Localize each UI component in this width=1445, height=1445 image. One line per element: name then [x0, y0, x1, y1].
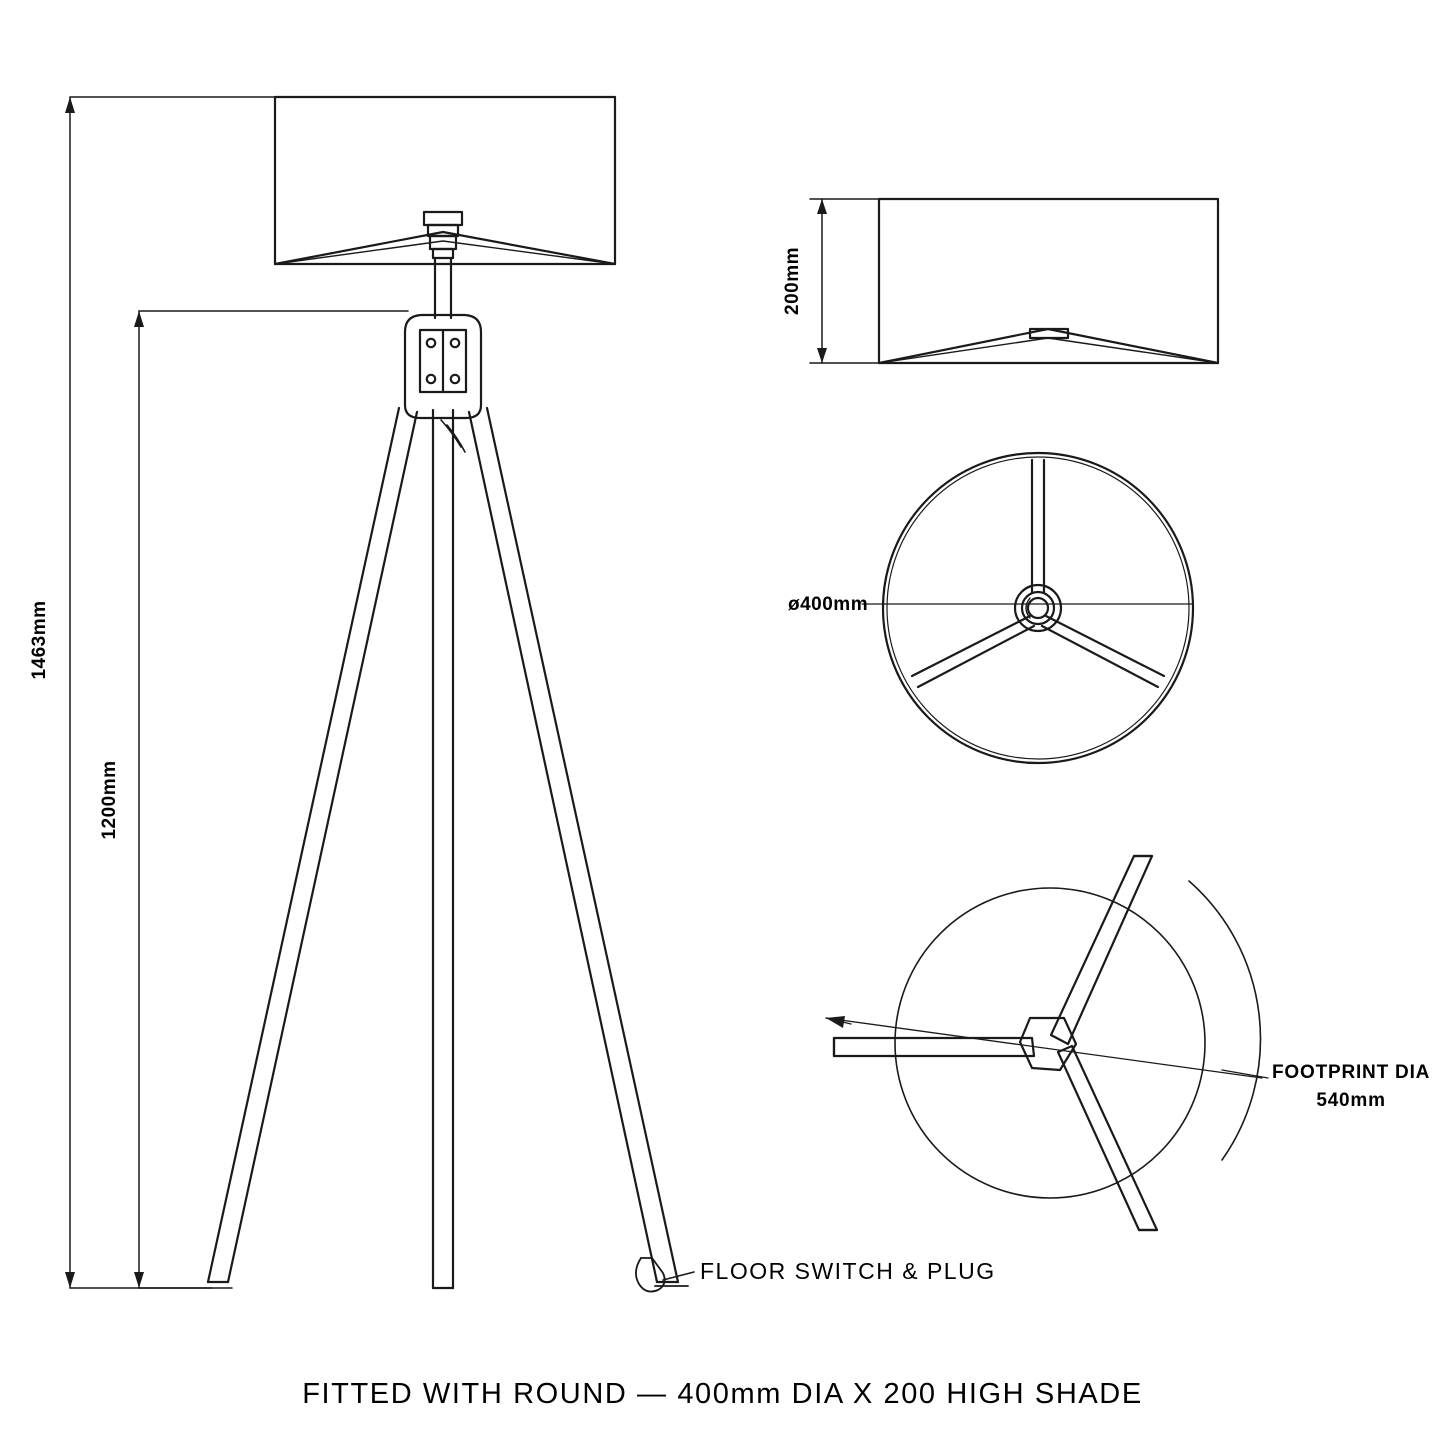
drawing-caption [0, 1378, 1445, 1411]
shade-plan-group [862, 453, 1193, 763]
dimension-value-200: 200mm [782, 247, 803, 315]
front-elevation-group [208, 97, 694, 1292]
footprint-plan-group [826, 856, 1268, 1230]
dimension-label-shade-diameter [788, 594, 868, 616]
caption-text: FITTED WITH ROUND — 400mm DIA X 200 HIGH SHADE [302, 1378, 1143, 1410]
dimension-1200-group [134, 311, 408, 1288]
dimension-value-1200: 1200mm [99, 760, 120, 840]
footprint-label-line2: 540mm [1316, 1090, 1386, 1111]
dimension-value-400dia: ø400mm [788, 594, 869, 615]
footprint-label-line1: FOOTPRINT DIA [1272, 1062, 1431, 1083]
shade-elevation-group [879, 199, 1218, 363]
dimension-200-group [810, 199, 878, 363]
footprint-dimension-label [1272, 1062, 1430, 1112]
dimension-label-1463 [29, 600, 51, 679]
dimension-label-200 [782, 247, 804, 315]
dimension-value-1463: 1463mm [29, 600, 50, 680]
floor-switch-label: FLOOR SWITCH & PLUG [700, 1258, 996, 1284]
floor-switch-annotation [700, 1258, 996, 1285]
dimension-label-1200 [99, 760, 121, 839]
dimension-1463-group [65, 97, 276, 1288]
